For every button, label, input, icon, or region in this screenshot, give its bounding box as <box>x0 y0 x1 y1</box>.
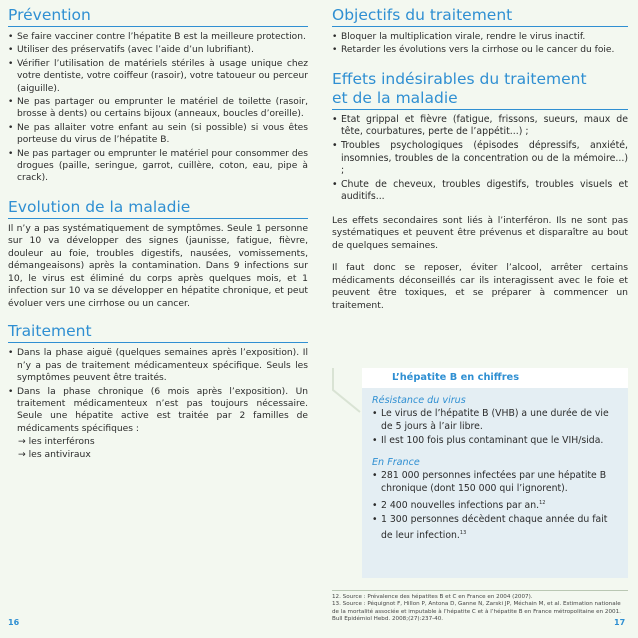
list-item: • Il est 100 fois plus contaminant que le VIH/sida. <box>372 434 604 446</box>
list-item: • Retarder les évolutions vers la cirrhose ou le cancer du foie. <box>332 45 615 56</box>
list-item: • Ne pas partager ou emprunter le matériel pour consommer des drogues (paille, seringue, garrot, cuillère, coton, eau, pipe à crack). <box>8 148 308 184</box>
footnote-12: 12. Source : Prévalence des hépatites B et C en France en 2004 (2007). <box>332 594 533 600</box>
chiffres-box <box>332 368 628 580</box>
list-item: • 281 000 personnes infectées par une hépatite B chronique (dont 150 000 qui l’ignorent). <box>372 470 607 495</box>
effets-title-line2: et de la maladie <box>332 88 458 107</box>
list-item: • Dans la phase aiguë (quelques semaines après l’exposition). Il n’y a pas de traitement médicamenteux spécifique. Seuls les symptômes peuvent être traités. <box>8 348 308 384</box>
effets-paragraph-1: Les effets secondaires sont liés à l’interféron. Ils ne sont pas systématiques et peuvent être prévenus et disparaître au bout de quelques semaines. <box>332 214 628 251</box>
list-item: • Ne pas partager ou emprunter le matériel de toilette (rasoir, brosse à dents) ou certains bijoux (anneaux, boucles d’oreille). <box>8 97 308 120</box>
box-body <box>362 388 628 578</box>
objectifs-title: Objectifs du traitement <box>332 6 628 27</box>
list-item: • 1 300 personnes décèdent chaque année du fait de leur infection.$^{13}$ <box>372 513 608 541</box>
page-number-left: 16 <box>8 618 20 627</box>
footnote-ref: 12 <box>539 499 546 506</box>
list-item: • Chute de cheveux, troubles digestifs, troubles visuels et auditifs... <box>332 178 628 203</box>
list-item: • Utiliser des préservatifs (avec l’aide d’un lubrifiant). <box>8 45 254 56</box>
left-column <box>8 6 308 461</box>
list-item: • Etat grippal et fièvre (fatigue, frissons, sueurs, maux de tête, courbatures, perte de l’appétit...) ; <box>332 113 628 138</box>
prevention-title: Prévention <box>8 6 308 27</box>
list-item: • Ne pas allaiter votre enfant au sein (si possible) si vous êtes porteuse du virus de l’hépatite B. <box>8 122 308 146</box>
list-item: • Dans la phase chronique (6 mois après l’exposition). Un traitement médicamenteux n’est pas toujours nécessaire. Seule une hépatite active est traitée par 2 familles de médicaments spécifiques : <box>8 386 308 434</box>
effets-paragraph-2: Il faut donc se reposer, éviter l’alcool, arrêter certains médicaments déconseillés car ils interagissent avec le foie et peuvent être toxiques, et se préparer à commencer un traitement. <box>332 262 628 311</box>
footnotes <box>332 590 628 624</box>
footnote-ref: 13 <box>459 529 467 536</box>
sub-item-interferons: → les interférons <box>18 436 95 448</box>
objectifs-list <box>332 31 628 57</box>
effets-title <box>332 70 628 110</box>
traitement-list <box>8 347 308 435</box>
list-item: • 2 400 nouvelles infections par an.$^{12}$ <box>372 499 546 512</box>
list-item: • Vérifier l’utilisation de matériels stériles à usage unique chez votre dentiste, votre coiffeur (rasoir), votre tatoueur ou perceur (aiguille). <box>8 58 308 94</box>
box-section1-list <box>372 408 618 447</box>
list-item: • Le virus de l’hépatite B (VHB) a une durée de vie de 5 jours à l’air libre. <box>372 408 609 432</box>
footnote-13: 13. Source : Péquignot F, Hillon P, Antona D, Ganne N, Zarski JP, Méchain M, et al. Estimation nationale de la mortalité associée et imputable à l’hépatite C et à l’hépatite B en France métropolitaine en 2001. Bull Epidémiol Hebd. 2008;(27):237-40. <box>332 601 621 623</box>
sub-item-antiviraux: → les antiviraux <box>18 448 91 460</box>
evolution-text: Il n’y a pas systématiquement de symptômes. Seule 1 personne sur 10 va développer des signes (jaunisse, fatigue, fièvre, douleur au foie, troubles digestifs, nausées, vomissements, démangeaisons) après la contamination. Dans 9 infections sur 10, le virus est éliminé du corps après quelques mois, et 1 infection sur 10 va se développer en hépatite chronique, et peut évoluer vers une cirrhose ou un cancer. <box>8 222 308 309</box>
prevention-list <box>8 31 308 185</box>
traitement-title: Traitement <box>8 322 308 343</box>
right-column <box>332 6 628 312</box>
list-item: • Troubles psychologiques (épisodes dépressifs, anxiété, insomnies, troubles de la concentration ou de la mémoire...) ; <box>332 140 628 177</box>
box-section2-title: En France <box>372 457 420 469</box>
list-item: • Se faire vacciner contre l’hépatite B est la meilleure protection. <box>8 32 306 42</box>
box-title-tab <box>362 368 628 388</box>
page-number-right: 17 <box>614 618 626 627</box>
evolution-title: Evolution de la maladie <box>8 198 308 219</box>
box-section2-list <box>372 470 618 542</box>
effets-title-line1: Effets indésirables du traitement <box>332 69 587 88</box>
list-item: • Bloquer la multiplication virale, rendre le virus inactif. <box>332 32 586 42</box>
corner-notch-icon <box>332 368 362 414</box>
box-section1-title: Résistance du virus <box>372 395 466 406</box>
effets-list <box>332 114 628 204</box>
box-title: L’hépatite B en chiffres <box>392 372 520 383</box>
